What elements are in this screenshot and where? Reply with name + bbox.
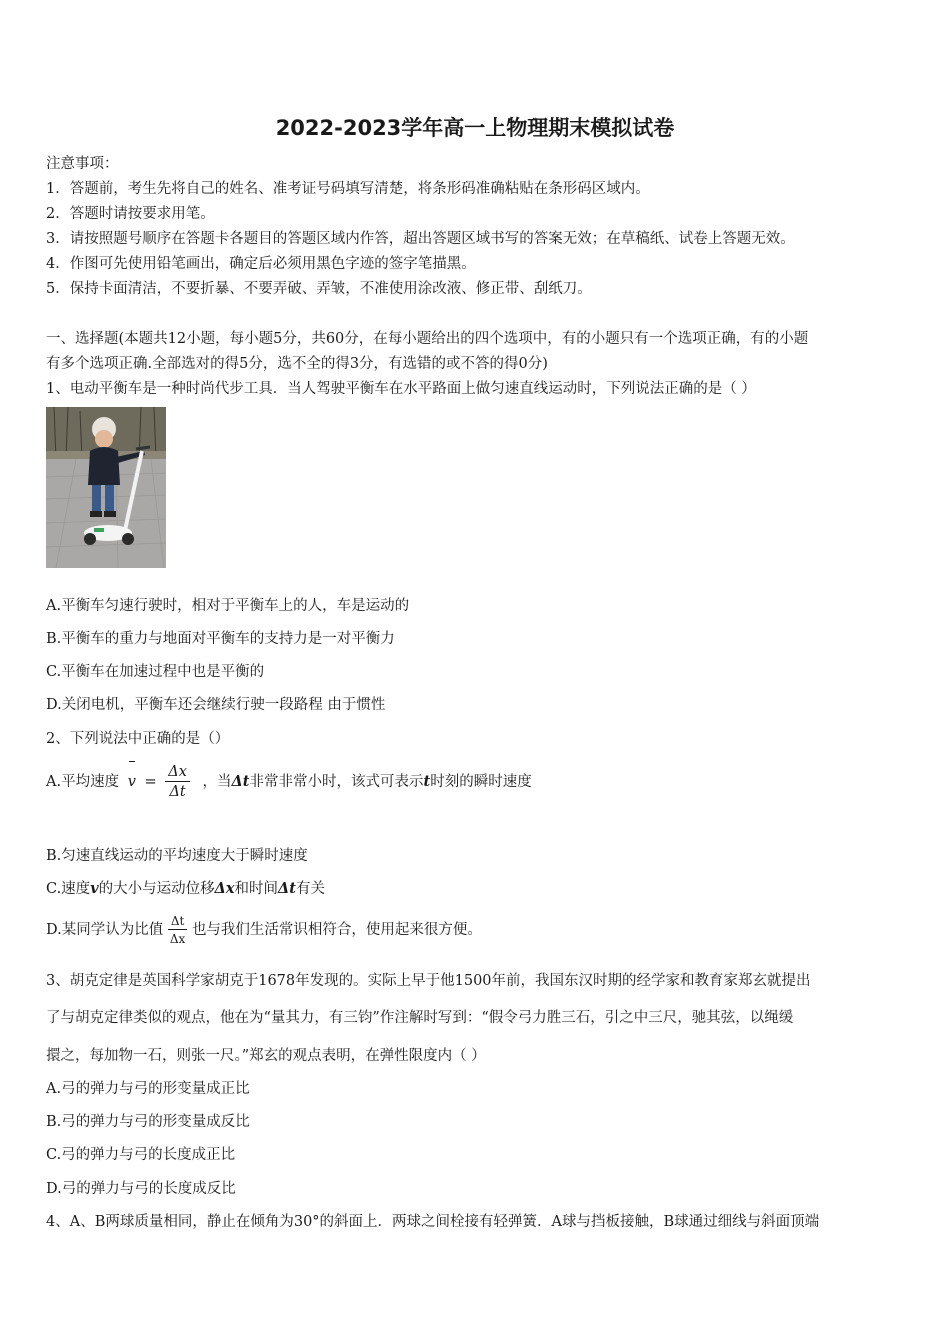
- balance-scooter-photo: [46, 407, 166, 568]
- notice-item: 1．答题前，考生先将自己的姓名、准考证号码填写清楚，将条形码准确粘贴在条形码区域内。: [46, 181, 650, 197]
- question-3-option-a: A.弓的弹力与弓的形变量成正比: [46, 1081, 250, 1097]
- section-heading-line2: 有多个选项正确.全部选对的得5分，选不全的得3分，有选错的或不答的得0分): [46, 356, 548, 372]
- question-2-stem: 2、下列说法中正确的是（）: [46, 731, 230, 747]
- q2c-prefix: C.速度: [46, 881, 91, 897]
- q2c-mid2: 和时间: [234, 881, 279, 897]
- question-1-stem: 1、电动平衡车是一种时尚代步工具．当人驾驶平衡车在水平路面上做匀速直线运动时，下列说法正确的是（ ）: [46, 381, 756, 397]
- ratio-fraction: [168, 915, 188, 945]
- question-3-option-b: B.弓的弹力与弓的形变量成反比: [46, 1114, 250, 1130]
- question-3-line3: 擐之，每加物一石，则张一尺。”郑玄的观点表明，在弹性限度内（ ）: [46, 1048, 486, 1064]
- q2a-mid2: 非常非常小时，该式可表示: [249, 774, 424, 790]
- question-2-option-a: [46, 760, 532, 804]
- fraction-denominator: Δt: [169, 784, 186, 800]
- notice-item: 5．保持卡面清洁，不要折暴、不要弄破、弄皱，不准使用涂改液、修正带、刮纸刀。: [46, 281, 592, 297]
- question-2-option-c: [46, 877, 325, 898]
- q2a-mid: ，当: [202, 774, 232, 790]
- ratio-numerator: Δt: [168, 915, 188, 930]
- child-on-scooter-image: [46, 407, 166, 568]
- equals-sign: =: [144, 774, 157, 790]
- question-1-option-d: D.关闭电机，平衡车还会继续行驶一段路程 由于惯性: [46, 697, 386, 713]
- q2a-prefix: A.平均速度: [46, 774, 120, 790]
- question-3-line1: 3、胡克定律是英国科学家胡克于1678年发现的。实际上早于他1500年前，我国东汉时期的经学家和教育家郑玄就提出: [46, 973, 811, 989]
- q2c-dt: Δt: [278, 880, 296, 897]
- q2c-dx: Δx: [214, 880, 235, 897]
- velocity-fraction: [165, 765, 190, 800]
- notice-item: 3．请按照题号顺序在答题卡各题目的答题区域内作答，超出答题区域书写的答案无效；在草稿纸、试卷上答题无效。: [46, 231, 795, 247]
- question-4-line1: 4、A、B两球质量相同，静止在倾角为30°的斜面上．两球之间栓接有轻弹簧．A球与挡板接触，B球通过细线与斜面顶端: [46, 1214, 820, 1230]
- notice-heading: 注意事项：: [46, 156, 119, 172]
- question-1-option-b: B.平衡车的重力与地面对平衡车的支持力是一对平衡力: [46, 631, 395, 647]
- question-1-option-c: C.平衡车在加速过程中也是平衡的: [46, 664, 265, 680]
- notice-item: 4．作图可先使用铅笔画出，确定后必须用黑色字迹的签字笔描黑。: [46, 256, 476, 272]
- question-3-line2: 了与胡克定律类似的观点，他在为“量其力，有三钧”作注解时写到：“假令弓力胜三石，引之中三尺，驰其弦，以绳缓: [46, 1010, 794, 1026]
- question-3-option-c: C.弓的弹力与弓的长度成正比: [46, 1147, 236, 1163]
- page-title: 2022-2023学年高一上物理期末模拟试卷: [275, 116, 675, 140]
- question-3-option-d: D.弓的弹力与弓的长度成反比: [46, 1181, 236, 1197]
- q2d-prefix: D.某同学认为比值: [46, 922, 164, 938]
- q2a-t: t: [423, 773, 431, 790]
- question-1-option-a: A.平衡车匀速行驶时，相对于平衡车上的人，车是运动的: [46, 598, 410, 614]
- notice-item: 2．答题时请按要求用笔。: [46, 206, 215, 222]
- q2c-v: v: [90, 880, 99, 897]
- q2d-suffix: 也与我们生活常识相符合，使用起来很方便。: [191, 922, 482, 938]
- q2c-suffix: 有关: [295, 881, 325, 897]
- ratio-denominator: Δx: [169, 932, 186, 946]
- q2a-dt: Δt: [231, 773, 250, 790]
- q2c-mid: 的大小与运动位移: [98, 881, 215, 897]
- fraction-numerator: Δx: [165, 765, 190, 783]
- q2a-suffix: 时刻的瞬时速度: [430, 774, 532, 790]
- question-2-option-b: B.匀速直线运动的平均速度大于瞬时速度: [46, 848, 308, 864]
- question-2-option-d: [46, 910, 482, 950]
- average-velocity-symbol: v: [128, 760, 136, 804]
- section-heading-line1: 一、选择题(本题共12小题，每小题5分，共60分，在每小题给出的四个选项中，有的小题只有一个选项正确，有的小题: [46, 331, 809, 347]
